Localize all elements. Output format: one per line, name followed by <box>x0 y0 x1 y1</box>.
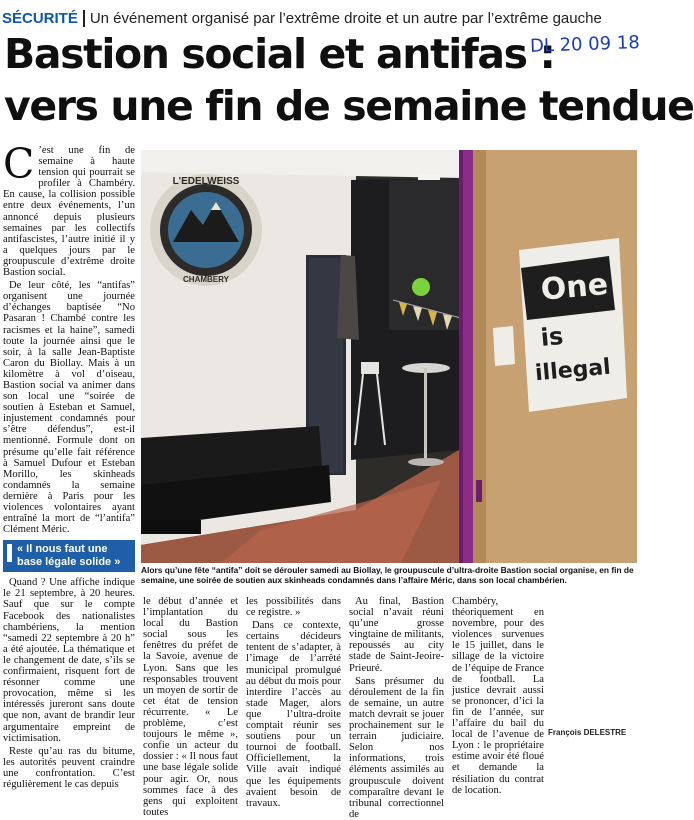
article-column-3 <box>246 596 341 809</box>
poster-text-is: is <box>539 321 565 352</box>
article-column-2 <box>143 596 238 818</box>
paragraph: Reste qu’au ras du bitume, les autorités peuvent craindre une confrontation. C’est régulièrement le cas depuis <box>3 745 135 790</box>
paragraph: Sans présumer du déroulement de la fin de semaine, un autre match devrait se jouer prochainement sur le terrain judiciaire. Selon nos informations, trois éléments assimilés au groupuscule doivent comparaître devant le tribunal correctionnel de <box>349 675 444 820</box>
section-label: SÉCURITÉ <box>2 9 78 27</box>
paragraph: le début d’année et l’implantation du local du Bastion social sous les fenêtres du préfet de la Savoie, avenue de Lyon. Sans que les responsables trouvent un moyen de sortir de cet état de tension récurrente. « Le problème, c’est toujours le même », confie un acteur du dossier : « Il nous faut une base légale solide pour agir. Or, nous sommes face à des gens qui exploitent toutes <box>143 596 238 818</box>
paragraph: De leur côté, les “antifas” organisent une journée d’échanges baptisée “No Pasaran ! Chambé contre les racismes et la haine”, samedi toute la journée ainsi que le soir, à la salle Jean-Baptiste Caron du Biollay. Mais à un kilomètre à vol d’oiseau, Bastion social va animer dans son local une “soirée de soutien à Esteban et Samuel, injustement condamnés pour s’être défendus”, est-il mentionné. Formule dont on présume qu’elle fait référence à Samuel Dufour et Esteban Morillo, les skinheads condamnés la semaine dernière à Paris pour les violences volontaires ayant entraîné la mort de “l’antifa” Clément Méric. <box>3 280 135 536</box>
paragraph: Quand ? Une affiche indique le 21 septembre, à 20 heures. Sauf que sur le compte Facebook des nationalistes chambériens, la mention “samedi 22 septembre à 20 h” a été ajoutée. La thématique et le changement de date, s’ils se confirmaient, risquent fort de résonner comme une provocation, même si les intéressés jureront sans doute que non, avant de brandir leur argumentaire empreint de victimisation. <box>3 577 135 744</box>
drop-cap: C <box>3 140 35 188</box>
poster-text-one: One <box>539 266 610 308</box>
paragraph: Chambéry, théoriquement en novembre, pour des violences survenues le 15 juillet, dans le sillage de la victoire de l’équipe de France de football. La justice devrait aussi se prononcer, d’ici la fin de l’année, sur l’affaire du bail du local de l’avenue de Lyon : le propriétaire estime avoir été floué et demande la résiliation du contrat de location. <box>452 596 544 796</box>
paragraph: Au final, Bastion social n’avait réuni qu’une grosse vingtaine de militants, repoussés au city stade de Saint-Jeoire-Prieuré. <box>349 596 444 674</box>
article-column-5 <box>452 596 544 796</box>
headline-line-2: vers une fin de semaine tendue <box>4 82 694 130</box>
article-column-1 <box>3 140 135 790</box>
rubric <box>2 8 602 28</box>
article-column-4 <box>349 596 444 820</box>
pull-quote: « Il nous faut une base légale solide » <box>3 540 135 572</box>
byline: François DELESTRE <box>548 728 627 737</box>
sign-text-bottom: CHAMBERY <box>183 275 229 284</box>
article-photo <box>141 150 637 563</box>
headline-line-1: Bastion social et antifas : <box>4 30 555 78</box>
sign-text-top: L'EDELWEISS <box>172 176 240 187</box>
poster-text-illegal: illegal <box>534 354 612 387</box>
paragraph: ’est une fin de semaine à haute tension qui pourrait se profiler à Chambéry. En cause, la collision possible entre deux événements, l’un annoncé depuis plusieurs semaines par les collectifs antifascistes, l’autre initié il y a quelques jours par le groupuscule d’extrême droite Bastion social. <box>3 145 135 279</box>
paragraph: Dans ce contexte, certains décideurs tentent de s’adapter, à l’image de l’arrêté municipal promulgué au début du mois pour interdire l’accès au stade Mager, alors que l’ultra-droite comptait réunir ses soutiens pour un tournoi de football. Officiellement, la Ville avait indiqué que les équipements avaient besoin de travaux. <box>246 620 341 809</box>
handwritten-date-stamp: DL 20 09 18 <box>529 32 641 57</box>
photo-caption: Alors qu’une fête “antifa” doit se dérouler samedi au Biollay, le groupuscule d’ultra-droite Bastion social organise, en fin de semaine, une soirée de soutien aux skinheads condamnés dans l’affaire Méric, dans son local chambérien. <box>141 565 634 585</box>
rubric-divider <box>83 10 85 27</box>
paragraph: les possibilités dans ce registre. » <box>246 596 341 619</box>
kicker: Un événement organisé par l’extrême droite et un autre par l’extrême gauche <box>89 9 602 27</box>
